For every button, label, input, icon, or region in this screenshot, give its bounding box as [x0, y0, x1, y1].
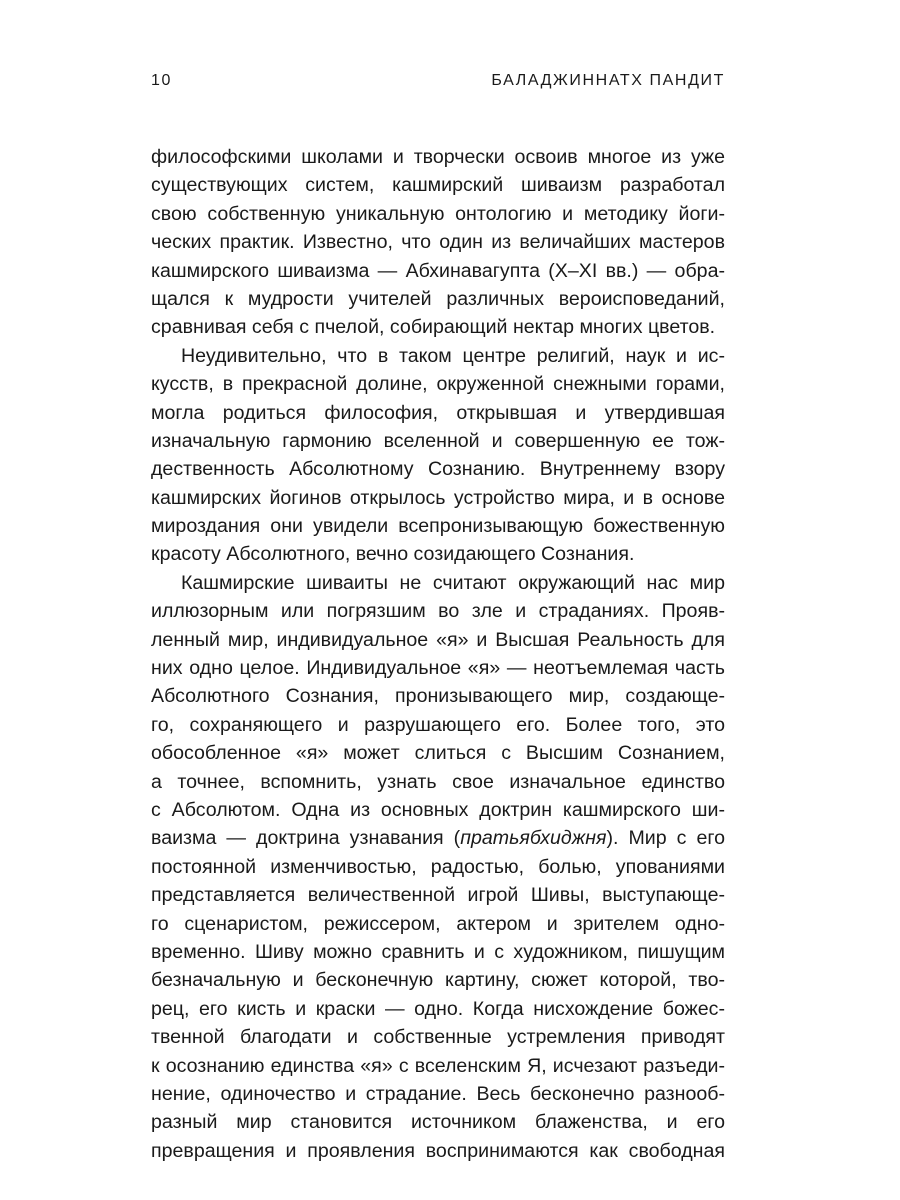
text-line: твенной благодати и собственные устремления приводят — [151, 1026, 725, 1049]
term-lead-text: ваизма — доктрина узнавания ( — [151, 827, 461, 850]
text-line: кашмирского шиваизма — Абхинавагупта (X–XI вв.) — обра- — [151, 259, 725, 282]
text-line: сравнивая себя с пчелой, собирающий нектар многих цветов. — [151, 316, 716, 339]
text-line: философскими школами и творчески освоив многое из уже — [151, 146, 725, 168]
text-line: мироздания они увидели всепронизывающую божественную — [151, 515, 725, 538]
text-line: го сценаристом, режиссером, актером и зрителем одно- — [151, 912, 725, 935]
text-line: го, сохраняющего и разрушающего его. Более того, это — [151, 713, 725, 736]
text-line: изначальную гармонию вселенной и совершенную ее тож- — [151, 429, 725, 452]
page-number: 10 — [151, 72, 172, 89]
text-line: представляется величественной игрой Шивы, выступающе- — [151, 884, 725, 907]
text-line: к осознанию единства «я» с вселенским Я, исчезают разъеди- — [151, 1054, 725, 1077]
text-line: них одно целое. Индивидуальное «я» — неотъемлемая часть — [151, 657, 725, 680]
text-line: обособленное «я» может слиться с Высшим Сознанием, — [151, 742, 725, 765]
text-line: постоянной изменчивостью, радостью, болью, упованиями — [151, 855, 725, 878]
text-line: Абсолютного Сознания, пронизывающего мир, создающе- — [151, 685, 725, 708]
text-line: с Абсолютом. Одна из основных доктрин кашмирского ши- — [151, 798, 725, 821]
running-title: БАЛАДЖИННАТХ ПАНДИТ — [491, 72, 725, 89]
text-line: Кашмирские шиваиты не считают окружающий нас мир — [181, 571, 725, 594]
text-line: щался к мудрости учителей различных вероисповеданий, — [151, 287, 725, 310]
text-line: нение, одиночество и страдание. Весь бесконечно разнооб- — [151, 1082, 725, 1105]
running-head — [151, 72, 725, 96]
text-line: Неудивительно, что в таком центре религий, наук и ис- — [181, 344, 725, 367]
text-line: превращения и проявления воспринимаются как свободная — [151, 1139, 725, 1162]
text-line: рец, его кисть и краски — одно. Когда нисхождение божес- — [151, 997, 725, 1020]
text-line: свою собственную уникальную онтологию и методику йоги- — [151, 202, 725, 225]
text-line: безначальную и бесконечную картину, сюжет которой, тво- — [151, 969, 725, 992]
text-line: кусств, в прекрасной долине, окруженной снежными горами, — [151, 373, 725, 396]
body-text — [151, 143, 725, 1165]
text-line: иллюзорным или погрязшим во зле и страданиях. Прояв- — [151, 600, 725, 623]
text-line: ческих практик. Известно, что один из величайших мастеров — [151, 231, 725, 254]
text-line: кашмирских йогинов открылось устройство мира, и в основе — [151, 486, 725, 509]
text-line: ленный мир, индивидуальное «я» и Высшая Реальность для — [151, 628, 725, 651]
sanskrit-term: пратьябхиджня — [460, 827, 607, 850]
text-line-with-term — [151, 824, 725, 852]
term-trail-text: ). Мир с его — [606, 827, 725, 850]
text-line: красоту Абсолютного, вечно созидающего Сознания. — [151, 543, 635, 566]
text-line: а точнее, вспомнить, узнать свое изначальное единство — [151, 770, 725, 793]
text-line: разный мир становится источником блаженства, и его — [151, 1111, 725, 1134]
text-line: временно. Шиву можно сравнить и с художником, пишущим — [151, 940, 725, 963]
text-line: могла родиться философия, открывшая и утвердившая — [151, 401, 725, 424]
text-line: дественность Абсолютному Сознанию. Внутреннему взору — [151, 458, 725, 481]
text-line: существующих систем, кашмирский шиваизм разработал — [151, 174, 725, 197]
